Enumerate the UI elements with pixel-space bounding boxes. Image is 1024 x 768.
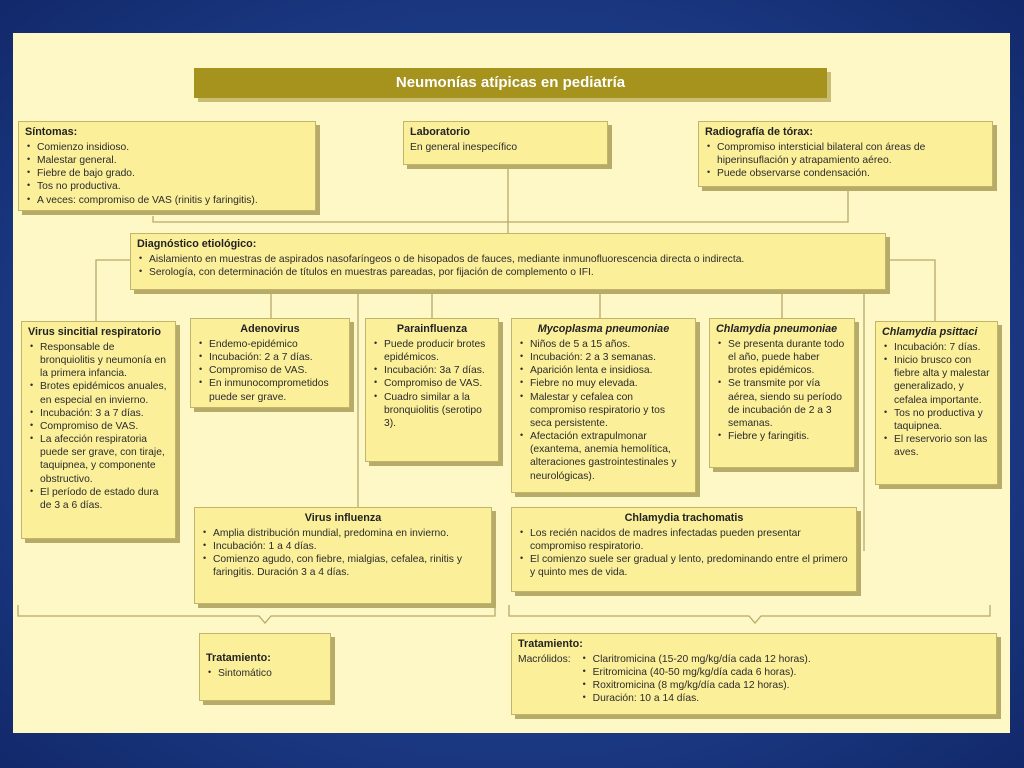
- sintomas-item: • Malestar general.: [37, 154, 309, 167]
- chlamydia-psittaci-item: • Incubación: 7 días.: [894, 341, 991, 354]
- chlamydia-psittaci-item: • Tos no productiva y taquipnea.: [894, 407, 991, 433]
- parainfluenza-heading: Parainfluenza: [396, 323, 468, 335]
- chlamydia-psittaci-heading: Chlamydia psittaci: [882, 326, 978, 338]
- laboratorio-text: En general inespecífico: [410, 141, 518, 153]
- adenovirus-item: • Compromiso de VAS.: [209, 364, 343, 377]
- tratamiento-bacteriano-item: • Claritromicina (15-20 mg/kg/día cada 12 horas).: [593, 653, 811, 666]
- chlamydia-psittaci-item: • El reservorio son las aves.: [894, 433, 991, 459]
- mycoplasma-item: • Aparición lenta e insidiosa.: [530, 364, 689, 377]
- vsr-item: • La afección respiratoria puede ser grave, con tiraje, taquipnea, y componente obstructivo.: [40, 433, 169, 486]
- parainfluenza-box: [365, 318, 499, 462]
- tratamiento-viral-item: • Sintomático: [218, 667, 324, 680]
- adenovirus-heading: Adenovirus: [240, 323, 300, 335]
- tratamiento-bacteriano-item: • Eritromicina (40-50 mg/kg/día cada 6 horas).: [593, 666, 811, 679]
- chlamydia-trachomatis-item: • El comienzo suele ser gradual y lento, predominando entre el primero y quinto mes de vida.: [530, 553, 850, 579]
- sintomas-heading: Síntomas:: [25, 126, 78, 138]
- chlamydia-trachomatis-heading: Chlamydia trachomatis: [624, 512, 744, 524]
- parainfluenza-item: • Compromiso de VAS.: [384, 377, 492, 390]
- tratamiento-viral-box: [199, 633, 331, 701]
- mycoplasma-heading: Mycoplasma pneumoniae: [537, 323, 670, 335]
- vsr-item: • Brotes epidémicos anuales, en especial en invierno.: [40, 380, 169, 406]
- radiografia-item: • Puede observarse condensación.: [717, 167, 986, 180]
- chlamydia-trachomatis-box: [511, 507, 857, 592]
- chlamydia-pneumoniae-item: • Fiebre y faringitis.: [728, 430, 848, 443]
- chlamydia-pneumoniae-box: [709, 318, 855, 468]
- sintomas-item: • Fiebre de bajo grado.: [37, 167, 309, 180]
- vsr-item: • Responsable de bronquiolitis y neumonía en la primera infancia.: [40, 341, 169, 381]
- parainfluenza-item: • Puede producir brotes epidémicos.: [384, 338, 492, 364]
- influenza-item: • Comienzo agudo, con fiebre, mialgias, cefalea, rinitis y faringitis. Duración 3 a 4 días.: [213, 553, 485, 579]
- radiografia-heading: Radiografía de tórax:: [705, 126, 813, 138]
- laboratorio-box: [403, 121, 608, 165]
- radiografia-item: • Compromiso intersticial bilateral con áreas de hiperinsuflación y atrapamiento aéreo.: [717, 141, 986, 167]
- influenza-item: • Amplia distribución mundial, predomina en invierno.: [213, 527, 485, 540]
- tratamiento-bacteriano-item: • Roxitromicina (8 mg/kg/día cada 12 horas).: [593, 679, 811, 692]
- diagnostico-item: • Serología, con determinación de títulos en muestras pareadas, por fijación de complemento o IFI.: [149, 266, 879, 279]
- influenza-box: [194, 507, 492, 604]
- chlamydia-pneumoniae-heading: Chlamydia pneumoniae: [716, 323, 838, 335]
- laboratorio-heading: Laboratorio: [410, 126, 470, 138]
- radiografia-box: [698, 121, 993, 187]
- sintomas-item: • A veces: compromiso de VAS (rinitis y faringitis).: [37, 194, 309, 207]
- connector-psittaci: [886, 260, 935, 321]
- chlamydia-psittaci-box: [875, 321, 998, 485]
- influenza-heading: Virus influenza: [304, 512, 382, 524]
- vsr-box: [21, 321, 176, 539]
- influenza-item: • Incubación: 1 a 4 días.: [213, 540, 485, 553]
- tratamiento-bacteriano-item: • Duración: 10 a 14 días.: [593, 692, 811, 705]
- tratamiento-bacteriano-heading: Tratamiento:: [518, 638, 583, 650]
- chlamydia-psittaci-item: • Inicio brusco con fiebre alta y malestar generalizado, y cefalea importante.: [894, 354, 991, 407]
- mycoplasma-item: • Fiebre no muy elevada.: [530, 377, 689, 390]
- chlamydia-trachomatis-item: • Los recién nacidos de madres infectadas pueden presentar compromiso respiratorio.: [530, 527, 850, 553]
- connector-vsr: [96, 260, 130, 321]
- adenovirus-item: • Incubación: 2 a 7 días.: [209, 351, 343, 364]
- adenovirus-item: • Endemo-epidémico: [209, 338, 343, 351]
- sintomas-item: • Comienzo insidioso.: [37, 141, 309, 154]
- page-title: Neumonías atípicas en pediatría: [194, 68, 827, 98]
- tratamiento-viral-heading: Tratamiento:: [206, 652, 271, 664]
- diagnostico-box: [130, 233, 886, 290]
- bracket-bacterial: [509, 605, 990, 623]
- vsr-heading: Virus sincitial respiratorio: [28, 326, 162, 338]
- sintomas-box: [18, 121, 316, 211]
- mycoplasma-box: [511, 318, 696, 493]
- vsr-item: • Compromiso de VAS.: [40, 420, 169, 433]
- diagnostico-heading: Diagnóstico etiológico:: [137, 238, 257, 250]
- mycoplasma-item: • Afectación extrapulmonar (exantema, anemia hemolítica, alteraciones gastrointestinales y neurológicas).: [530, 430, 689, 483]
- vsr-item: • El período de estado dura de 3 a 6 días.: [40, 486, 169, 512]
- mycoplasma-item: • Incubación: 2 a 3 semanas.: [530, 351, 689, 364]
- tratamiento-bacteriano-box: [511, 633, 997, 715]
- parainfluenza-item: • Cuadro similar a la bronquiolitis (serotipo 3).: [384, 391, 492, 431]
- chlamydia-pneumoniae-item: • Se transmite por vía aérea, siendo su período de incubación de 2 a 3 semanas.: [728, 377, 848, 430]
- slide: [13, 33, 1010, 733]
- vsr-item: • Incubación: 3 a 7 días.: [40, 407, 169, 420]
- adenovirus-box: [190, 318, 350, 408]
- sintomas-item: • Tos no productiva.: [37, 180, 309, 193]
- mycoplasma-item: • Malestar y cefalea con compromiso respiratorio y tos seca persistente.: [530, 391, 689, 431]
- mycoplasma-item: • Niños de 5 a 15 años.: [530, 338, 689, 351]
- adenovirus-item: • En inmunocomprometidos puede ser grave.: [209, 377, 343, 403]
- parainfluenza-item: • Incubación: 3a 7 días.: [384, 364, 492, 377]
- tratamiento-bacteriano-lead: Macrólidos:: [518, 653, 571, 665]
- diagnostico-item: • Aislamiento en muestras de aspirados nasofaríngeos o de hisopados de fauces, mediante inmunofluorescencia directa o indirecta.: [149, 253, 879, 266]
- bracket-viral: [18, 605, 495, 623]
- chlamydia-pneumoniae-item: • Se presenta durante todo el año, puede haber brotes epidémicos.: [728, 338, 848, 378]
